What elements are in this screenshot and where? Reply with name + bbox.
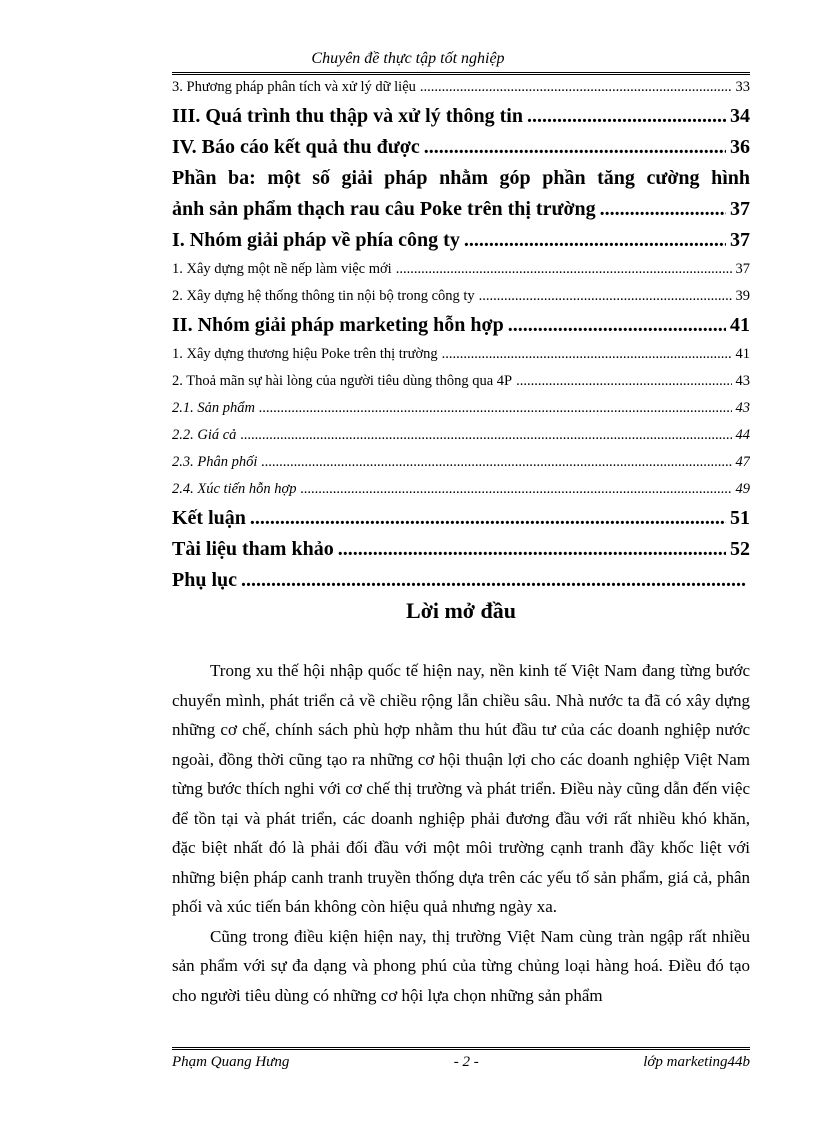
toc-entry-page: 34 [730,105,750,127]
toc-entry-page: 43 [735,400,750,416]
toc-entry-page: 41 [730,314,750,336]
toc-leader-dots [527,101,726,132]
toc-entry-label: Tài liệu tham khảo [172,538,334,560]
toc-entry-label: 2.4. Xúc tiến hỗn hợp [172,481,297,497]
toc-entry-label: 3. Phương pháp phân tích và xử lý dữ liệu [172,79,416,95]
toc-entry-label: III. Quá trình thu thập và xử lý thông tin [172,105,523,127]
body-text [172,656,750,1010]
toc-leader-dots [338,534,726,565]
toc-leader-dots [301,476,732,503]
toc-leader-dots [396,256,732,283]
toc-entry-page: 49 [735,481,750,497]
toc-entry [172,368,750,395]
paragraph-1: Trong xu thế hội nhập quốc tế hiện nay, nền kinh tế Việt Nam đang từng bước chuyển mình, phát triển cả về chiều rộng lẫn chiều sâu. Nhà nước ta đã có xây dựng những cơ chế, chính sách phù hợp nhằm thu hút đầu tư của các doanh nghiệp nước ngoài, đồng thời cũng tạo ra những cơ hội thuận lợi cho các doanh nghiệp Việt Nam từng bước thích nghi với cơ chế thị trường và phát triển. Điều này cũng dẫn đến việc để tồn tại và phát triển, các doanh nghiệp phải đương đầu với rất nhiều khó khăn, đặc biệt nhất đó là phải đối đầu với một môi trường cạnh tranh đầy khốc liệt với những biện pháp canh tranh truyền thống dựa trên các yếu tố sản phẩm, giá cả, phân phối và xúc tiến bán không còn hiệu quả nhưng ngày xa. [172,661,750,916]
toc-entry-page: 33 [735,79,750,95]
toc-entry-label: II. Nhóm giải pháp marketing hỗn hợp [172,314,504,336]
toc-entry [172,503,750,534]
toc-entry [172,476,750,503]
toc-entry-label: 2. Thoả mãn sự hài lòng của người tiêu dùng thông qua 4P [172,373,513,389]
toc-leader-dots [442,341,732,368]
toc-entry-label: 2.1. Sản phẩm [172,400,255,416]
toc-entry [172,422,750,449]
toc-entry-label: I. Nhóm giải pháp về phía công ty [172,229,460,251]
section-heading: Lời mở đầu [406,598,516,623]
toc-entry-label: 2. Xây dựng hệ thống thông tin nội bộ trong công ty [172,288,475,304]
toc-entry-page: 41 [735,346,750,362]
toc-entry-label: 1. Xây dựng một nề nếp làm việc mới [172,261,392,277]
toc-entry [172,341,750,368]
toc-leader-dots [479,283,732,310]
toc-leader-dots [516,368,731,395]
toc-entry [172,534,750,565]
toc-leader-dots [420,74,732,101]
toc-entry [172,225,750,256]
toc-leader-dots [424,132,726,163]
toc-leader-dots [240,422,731,449]
toc-entry-label: ảnh sản phẩm thạch rau câu Poke trên thị trường [172,198,596,220]
toc-entry-page: 52 [730,538,750,560]
toc-entry-label: IV. Báo cáo kết quả thu được [172,136,420,158]
toc-entry [172,74,750,101]
toc-entry [172,283,750,310]
toc-entry-label: 1. Xây dựng thương hiệu Poke trên thị trường [172,346,438,362]
toc-leader-dots [259,395,732,422]
toc-entry-label: 2.3. Phân phối [172,454,258,470]
toc-entry [172,101,750,132]
toc-entry-page: 37 [730,229,750,251]
toc-entry-page: 43 [735,373,750,389]
page-footer [172,1054,750,1071]
toc-entry-page: 51 [730,507,750,529]
toc-entry [172,395,750,422]
toc-entry-page: 36 [730,136,750,158]
toc-entry-label: Phụ lục [172,569,238,591]
toc-leader-dots [261,449,731,476]
toc-entry [172,310,750,341]
footer-page-number: - 2 - [453,1054,479,1070]
toc-entry [172,163,750,194]
toc-entry [172,449,750,476]
toc-entry-page: 47 [735,454,750,470]
footer-class: lớp marketing44b [643,1054,750,1070]
toc-entry-page: 44 [735,427,750,443]
toc-entry-label: Kết luận [172,507,246,529]
paragraph-2: Cũng trong điều kiện hiện nay, thị trường Việt Nam cùng tràn ngập rất nhiều sản phẩm với sự đa dạng và phong phú của từng chủng loại hàng hoá. Điều đó tạo cho người tiêu dùng có những cơ hội lựa chọn những sản phẩm [172,926,750,1005]
toc-entry [172,194,750,225]
toc-entry-page: 37 [735,261,750,277]
footer-author: Phạm Quang Hưng [172,1054,290,1070]
toc-entry-page: 37 [730,198,750,220]
toc-entry [172,132,750,163]
toc-entry-label: Phần ba: một số giải pháp nhằm góp phần tăng cường hình [172,167,750,189]
toc-leader-dots [250,503,726,534]
table-of-contents [172,74,750,596]
toc-leader-dots [241,565,746,596]
toc-entry [172,565,750,596]
toc-entry-page: 39 [735,288,750,304]
toc-leader-dots [464,225,726,256]
toc-leader-dots [600,194,726,225]
toc-leader-dots [508,310,726,341]
footer-rule [172,1047,750,1050]
running-header: Chuyên đề thực tập tốt nghiệp [311,50,505,67]
toc-entry-label: 2.2. Giá cả [172,427,237,443]
toc-entry [172,256,750,283]
